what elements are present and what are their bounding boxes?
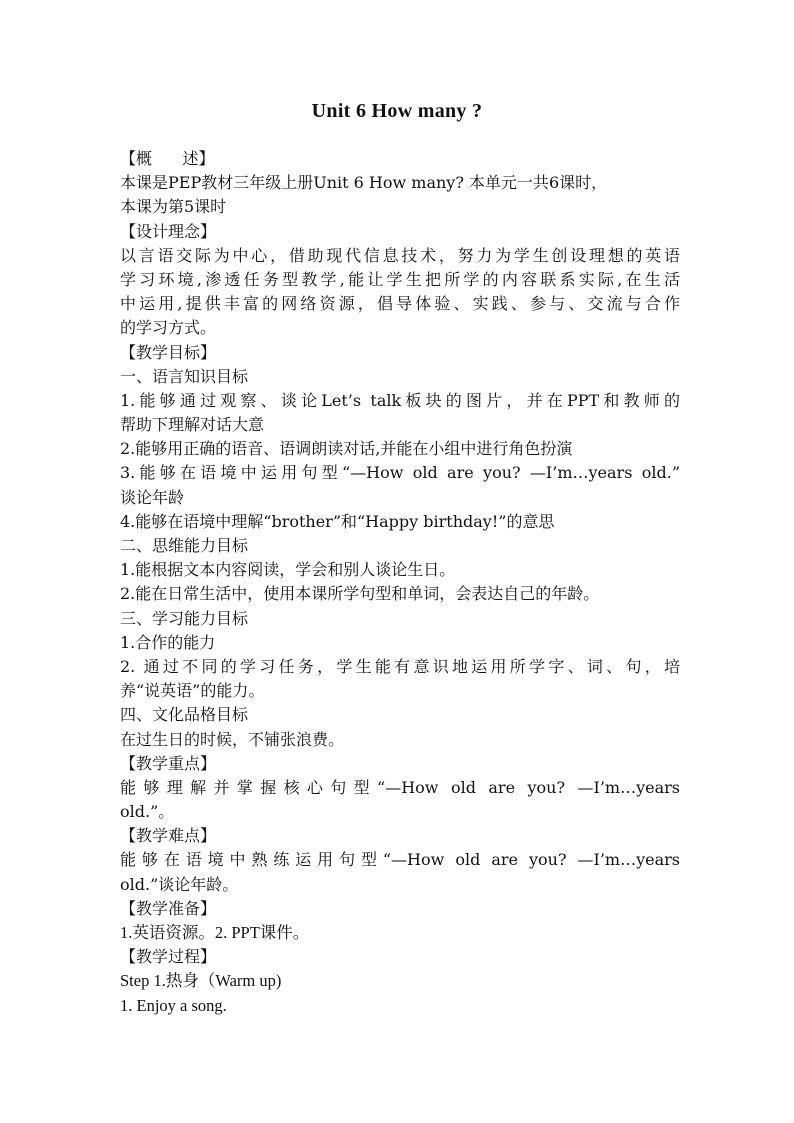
- step-heading: Step 1.热身（Warm up): [120, 971, 282, 991]
- paragraph-line: 本课是PEP教材三年级上册Unit 6 How many? 本单元一共6课时，: [120, 173, 608, 193]
- document-body: [120, 147, 680, 1018]
- paragraph-line: 在过生日的时候，不铺张浪费。: [120, 729, 345, 749]
- paragraph-line: old.”谈论年龄。: [120, 874, 239, 894]
- paragraph-line: 1.英语资源。2. PPT课件。: [120, 923, 310, 942]
- subheading-learning-ability: 三、学习能力目标: [120, 608, 249, 628]
- paragraph-line: 能够在语境中熟练运用句型“—How old are you? —I’m…years: [120, 850, 680, 870]
- section-heading-teaching-process: 【教学过程】: [120, 947, 217, 967]
- paragraph-line: 本课为第5课时: [120, 197, 227, 217]
- paragraph-line: 1.能够通过观察、谈论Let’s talk板块的图片，并在PPT和教师的: [120, 390, 680, 410]
- paragraph-line: 养“说英语”的能力。: [120, 681, 265, 701]
- section-heading-teaching-objectives: 【教学目标】: [120, 342, 217, 362]
- paragraph-line: 2.能在日常生活中，使用本课所学句型和单词，会表达自己的年龄。: [120, 584, 600, 604]
- paragraph-line: 中运用,提供丰富的网络资源，倡导体验、实践、参与、交流与合作: [120, 294, 680, 314]
- paragraph-line: 2. 通过不同的学习任务，学生能有意识地运用所学字、词、句，培: [120, 656, 680, 676]
- paragraph-line: 3.能够在语境中运用句型“—How old are you? —I’m…years old.”: [120, 463, 680, 483]
- document-title: Unit 6 How many ?: [311, 100, 483, 122]
- subheading-cultural-character: 四、文化品格目标: [120, 705, 249, 725]
- section-heading-difficult-points: 【教学难点】: [120, 826, 217, 846]
- paragraph-line: 学习环境,渗透任务型教学,能让学生把所学的内容联系实际,在生活: [120, 269, 680, 289]
- paragraph-line: 2.能够用正确的语音、语调朗读对话,并能在小组中进行角色扮演: [120, 439, 573, 459]
- paragraph-line: 能够理解并掌握核心句型“—How old are you? —I’m…years: [120, 777, 680, 797]
- paragraph-line: 的学习方式。: [120, 318, 217, 338]
- paragraph-line: old.”。: [120, 802, 175, 822]
- section-heading-preparation: 【教学准备】: [120, 898, 217, 918]
- section-heading-key-points: 【教学重点】: [120, 753, 217, 773]
- paragraph-line: 4.能够在语境中理解“brother”和“Happy birthday!”的意思: [120, 511, 555, 531]
- paragraph-line: 帮助下理解对话大意: [120, 415, 265, 435]
- subheading-language-knowledge: 一、语言知识目标: [120, 366, 249, 386]
- paragraph-line: 谈论年龄: [120, 487, 185, 507]
- paragraph-line: 1.能根据文本内容阅读，学会和别人谈论生日。: [120, 560, 456, 580]
- subheading-thinking-ability: 二、思维能力目标: [120, 536, 249, 555]
- section-heading-overview: 【概 述】: [120, 149, 215, 168]
- section-heading-design-concept: 【设计理念】: [120, 221, 217, 241]
- step-item: 1. Enjoy a song.: [120, 995, 227, 1015]
- paragraph-line: 1.合作的能力: [120, 632, 216, 652]
- paragraph-line: 以言语交际为中心，借助现代信息技术，努力为学生创设理想的英语: [120, 245, 680, 265]
